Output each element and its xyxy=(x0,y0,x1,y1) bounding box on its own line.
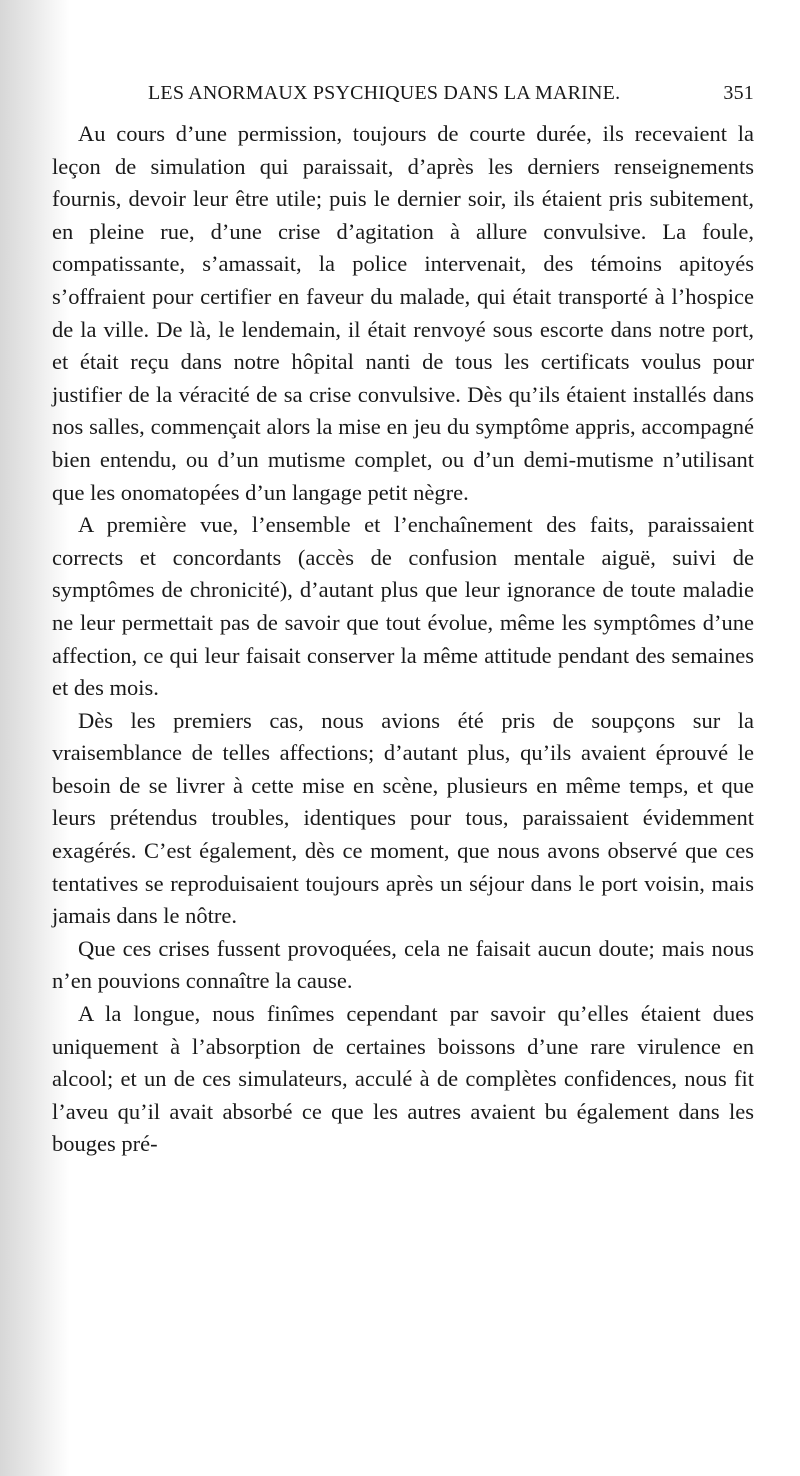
running-title: LES ANORMAUX PSYCHIQUES DANS LA MARINE. xyxy=(148,82,621,104)
paragraph-1: Au cours d’une permission, toujours de courte durée, ils recevaient la leçon de simulation qui paraissait, d’après les derniers renseignements fournis, devoir leur être utile; puis le dernier soir, ils étaient pris subitement, en pleine rue, d’une crise d’agitation à allure convulsive. La foule, compatissante, s’amassait, la police intervenait, des témoins apitoyés s’offraient pour certifier en faveur du malade, qui était transporté à l’hospice de la ville. De là, le lendemain, il était renvoyé sous escorte dans notre port, et était reçu dans notre hôpital nanti de tous les certificats voulus pour justifier de la véracité de sa crise convulsive. Dès qu’ils étaient installés dans nos salles, commençait alors la mise en jeu du symptôme appris, accompagné bien entendu, ou d’un mutisme complet, ou d’un demi-mutisme n’utilisant que les onomatopées d’un langage petit nègre. xyxy=(52,121,754,505)
paragraph-3: Dès les premiers cas, nous avions été pris de soupçons sur la vraisemblance de telles affections; d’autant plus, qu’ils avaient éprouvé le besoin de se livrer à cette mise en scène, plusieurs en même temps, et que leurs prétendus troubles, identiques pour tous, paraissaient évidemment exagérés. C’est également, dès ce moment, que nous avons observé que ces tentatives se reproduisaient toujours après un séjour dans le port voisin, mais jamais dans le nôtre. xyxy=(52,707,754,929)
body-text xyxy=(52,118,754,1161)
paragraph-4: Que ces crises fussent provoquées, cela ne faisait aucun doute; mais nous n’en pouvions connaître la cause. xyxy=(52,935,754,994)
page-number: 351 xyxy=(723,82,754,104)
running-head xyxy=(82,82,754,112)
paragraph-2: A première vue, l’ensemble et l’enchaînement des faits, paraissaient corrects et concordants (accès de confusion mentale aiguë, suivi de symptômes de chronicité), d’autant plus que leur ignorance de toute maladie ne leur permettait pas de savoir que tout évolue, même les symptômes d’une affection, ce qui leur faisait conserver la même attitude pendant des semaines et des mois. xyxy=(52,512,754,701)
paragraph-5: A la longue, nous finîmes cependant par savoir qu’elles étaient dues uniquement à l’absorption de certaines boissons d’une rare virulence en alcool; et un de ces simulateurs, acculé à de complètes confidences, nous fit l’aveu qu’il avait absorbé ce que les autres avaient bu également dans les bouges pré- xyxy=(52,1001,754,1157)
